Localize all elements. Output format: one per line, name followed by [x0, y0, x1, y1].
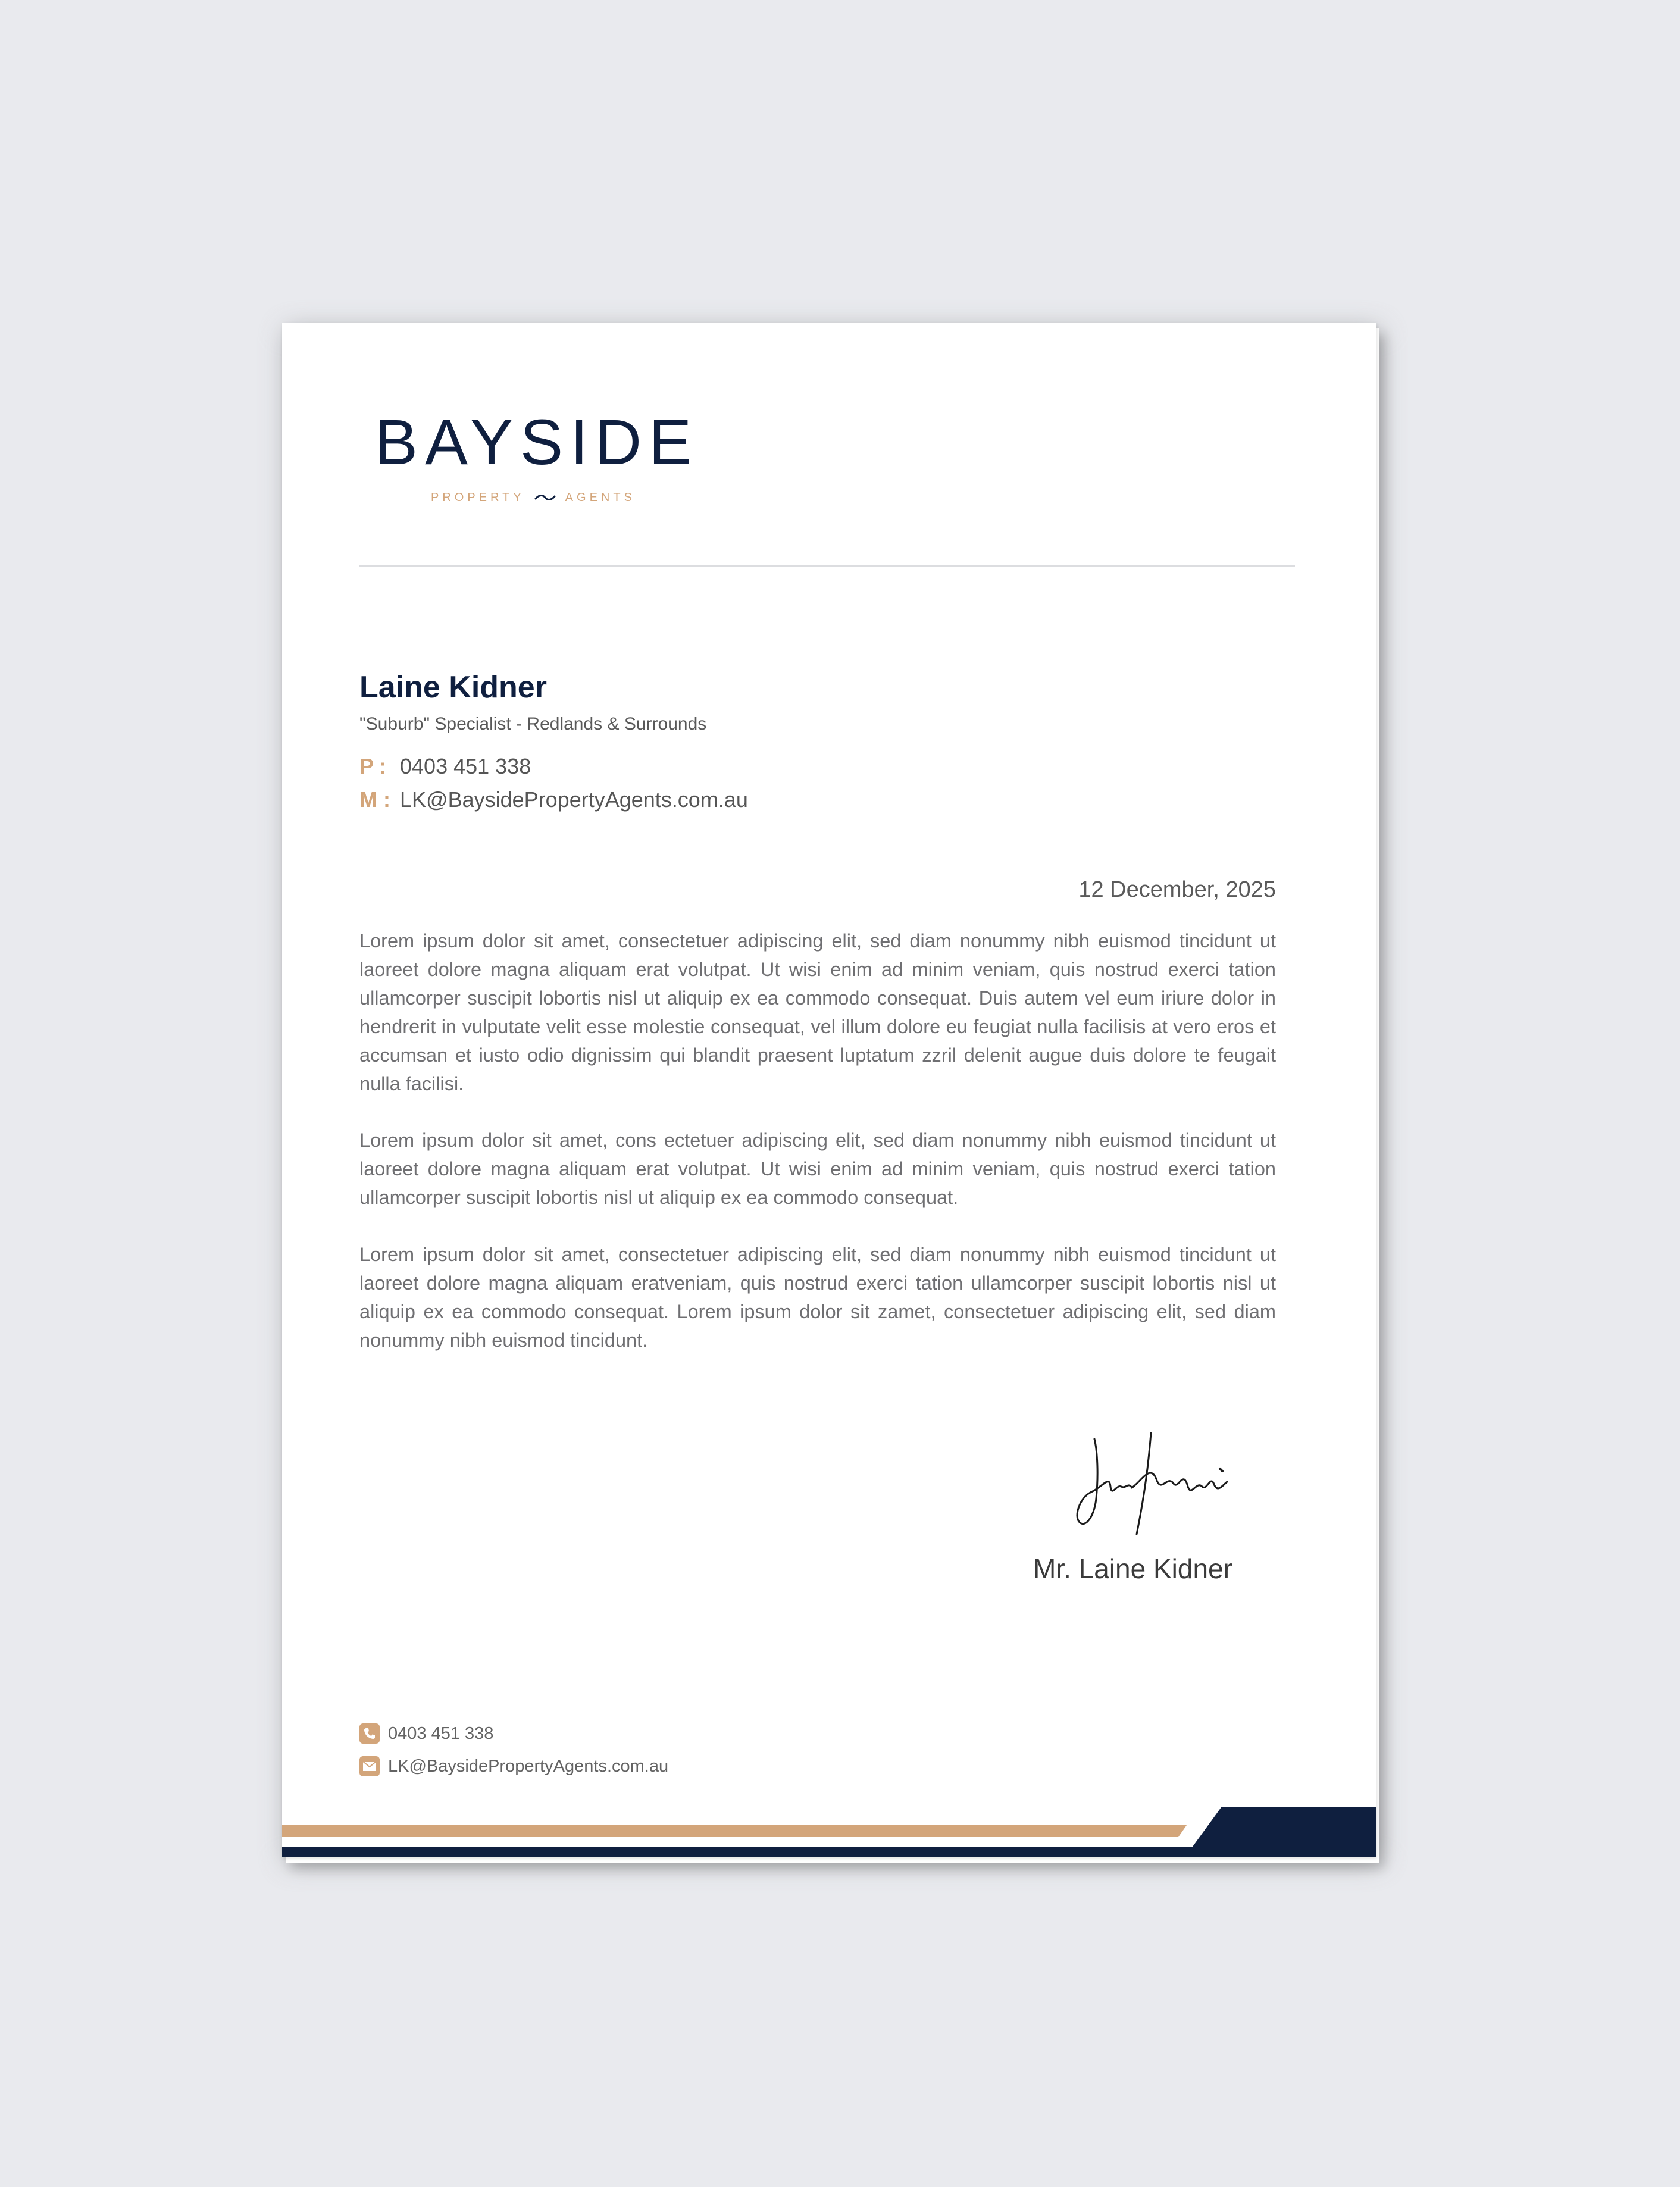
sender-title: "Suburb" Specialist - Redlands & Surrounds — [359, 714, 707, 734]
sender-phone-line — [359, 756, 531, 777]
body-paragraph-2: Lorem ipsum dolor sit amet, cons ectetuer adipiscing elit, sed diam nonummy nibh euismod tincidunt ut laoreet dolore magna aliquam erat volutpat. Ut wisi enim ad minim veniam, quis nostrud exerci tation ullamcorper suscipit lobortis nisl ut aliquip ex ea commodo consequat. — [359, 1130, 1276, 1208]
envelope-icon — [359, 1756, 380, 1776]
mail-key: M : — [359, 787, 390, 812]
footer-phone-line — [359, 1723, 493, 1744]
footer-email[interactable]: LK@BaysidePropertyAgents.com.au — [388, 1756, 669, 1776]
footer-color-bands — [282, 1807, 1376, 1857]
letter-date: 12 December, 2025 — [1078, 877, 1276, 902]
header-divider — [359, 565, 1295, 567]
wave-icon — [534, 493, 556, 502]
footer-email-line — [359, 1756, 668, 1776]
logo-wordmark: BAYSIDE — [375, 406, 699, 478]
sender-email[interactable]: LK@BaysidePropertyAgents.com.au — [400, 787, 748, 812]
phone-icon — [359, 1723, 380, 1744]
phone-key: P : — [359, 754, 387, 778]
navy-corner-block — [1181, 1807, 1376, 1857]
gold-band — [282, 1825, 1187, 1837]
sender-email-line — [359, 789, 748, 811]
logo-tagline — [431, 492, 636, 503]
body-paragraph-1: Lorem ipsum dolor sit amet, consectetuer adipiscing elit, sed diam nonummy nibh euismod tincidunt ut laoreet dolore magna aliquam erat volutpat. Ut wisi enim ad minim veniam, quis nostrud exerci tation ullamcorper suscipit lobortis nisl ut aliquip ex ea commodo consequat. Duis autem vel eum iriure dolor in hendrerit in vulputate velit esse molestie consequat, vel illum dolore eu feugiat nulla facilisis at vero eros et accumsan et iusto odio dignissim qui blandit praesent luptatum zzril delenit augue duis dolore te feugait nulla facilisi. — [359, 930, 1276, 1094]
letterhead-page — [282, 323, 1376, 1857]
handwritten-signature — [1062, 1427, 1240, 1552]
sender-name: Laine Kidner — [359, 670, 547, 705]
sender-phone: 0403 451 338 — [400, 754, 531, 778]
logo-tagline-left: PROPERTY — [431, 491, 525, 504]
signatory-name: Mr. Laine Kidner — [1033, 1553, 1232, 1584]
body-paragraph-3: Lorem ipsum dolor sit amet, consectetuer adipiscing elit, sed diam nonummy nibh euismod tincidunt ut laoreet dolore magna aliquam eratveniam, quis nostrud exerci tation ullamcorper suscipit lobortis nisl ut aliquip ex ea commodo consequat. Lorem ipsum dolor sit zamet, consectetuer adipiscing elit, sed diam nonummy nibh euismod tincidunt. — [359, 1244, 1276, 1351]
footer-phone: 0403 451 338 — [388, 1723, 494, 1743]
logo-tagline-right: AGENTS — [565, 491, 636, 504]
